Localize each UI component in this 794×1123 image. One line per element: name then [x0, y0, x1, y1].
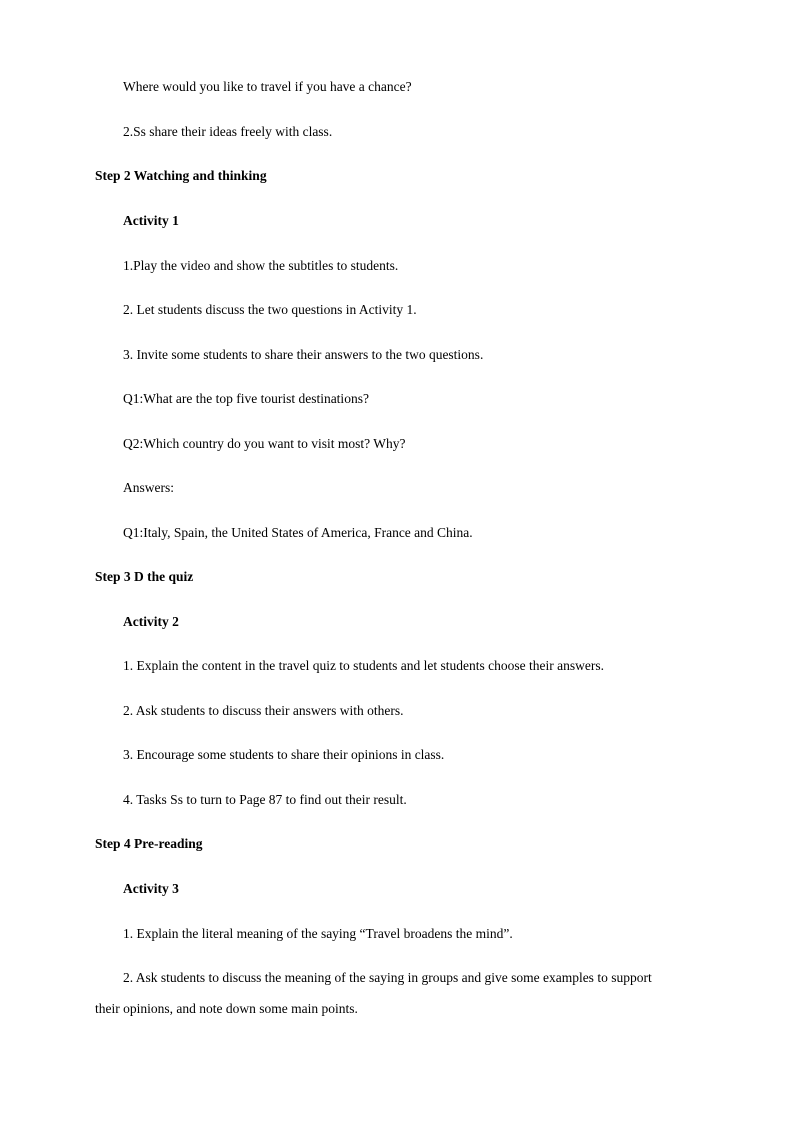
list-item-continuation: their opinions, and note down some main points. — [95, 1001, 358, 1016]
list-item: 2. Ask students to discuss their answers with others. — [123, 703, 404, 718]
step-4-heading: Step 4 Pre-reading — [95, 836, 203, 851]
answer-1: Q1:Italy, Spain, the United States of America, France and China. — [123, 525, 473, 540]
list-item: 3. Encourage some students to share their opinions in class. — [123, 747, 445, 762]
list-item: 2. Ask students to discuss the meaning of the saying in groups and give some examples to support — [123, 970, 652, 985]
question-2: Q2:Which country do you want to visit most? Why? — [123, 436, 406, 451]
list-item: 2.Ss share their ideas freely with class. — [123, 124, 333, 139]
answers-label: Answers: — [123, 480, 174, 495]
question-prompt: Where would you like to travel if you have a chance? — [123, 79, 412, 94]
activity-1-heading: Activity 1 — [123, 213, 179, 228]
list-item: 4. Tasks Ss to turn to Page 87 to find out their result. — [123, 792, 407, 807]
list-item: 1. Explain the literal meaning of the saying “Travel broadens the mind”. — [123, 926, 513, 941]
activity-2-heading: Activity 2 — [123, 614, 179, 629]
activity-3-heading: Activity 3 — [123, 881, 179, 896]
question-1: Q1:What are the top five tourist destinations? — [123, 391, 369, 406]
step-3-heading: Step 3 D the quiz — [95, 569, 194, 584]
step-2-heading: Step 2 Watching and thinking — [95, 168, 267, 183]
list-item: 1. Explain the content in the travel quiz to students and let students choose their answers. — [123, 658, 605, 673]
list-item: 3. Invite some students to share their answers to the two questions. — [123, 347, 484, 362]
list-item: 2. Let students discuss the two questions in Activity 1. — [123, 302, 417, 317]
list-item: 1.Play the video and show the subtitles to students. — [123, 258, 399, 273]
